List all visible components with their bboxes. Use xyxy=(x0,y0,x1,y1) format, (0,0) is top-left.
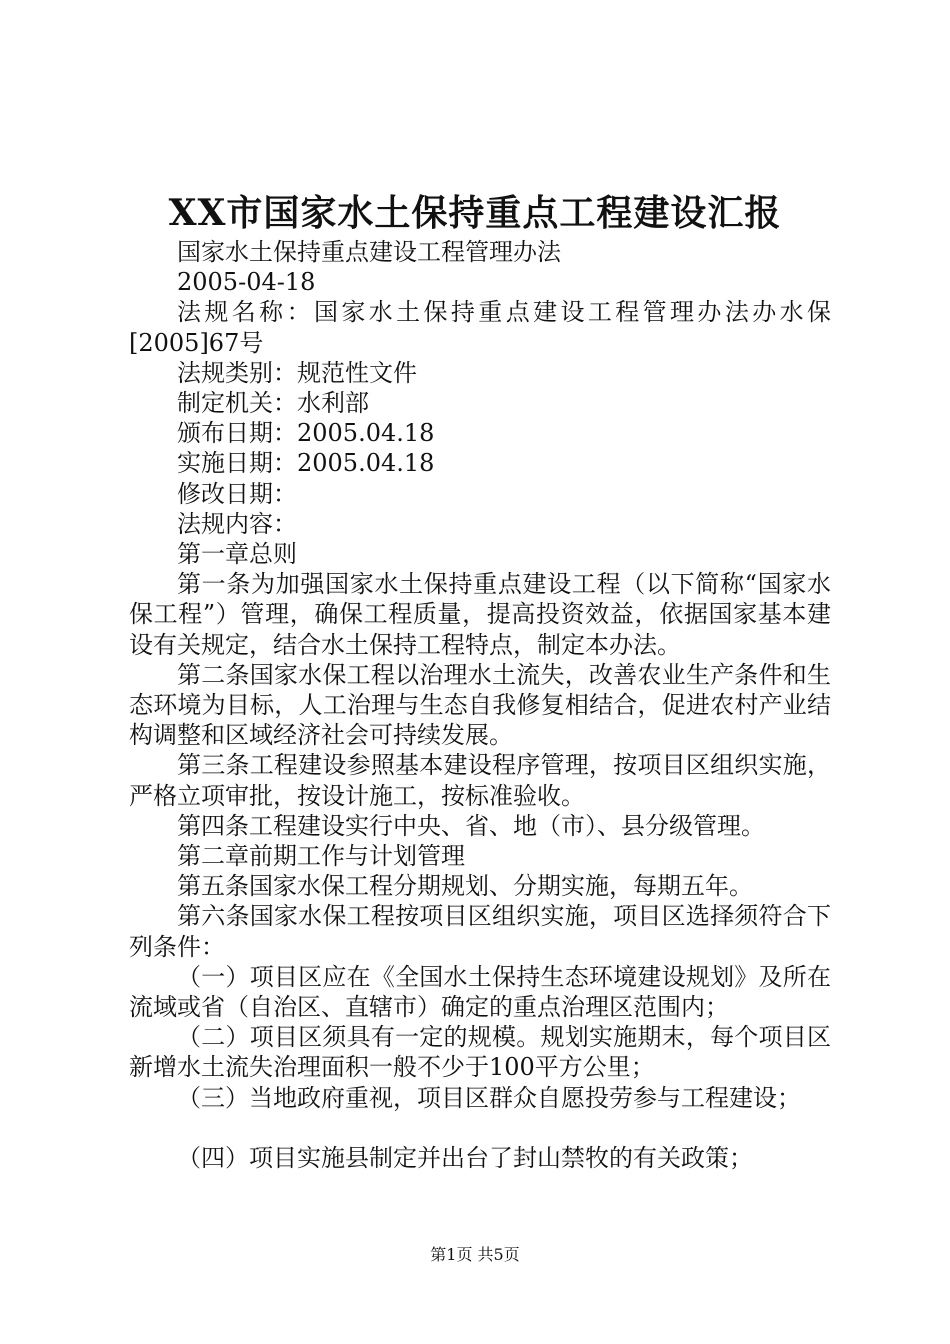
chapter-heading: 第一章总则 xyxy=(177,540,297,569)
paragraph: 修改日期： xyxy=(177,479,297,508)
document-title: XX市国家水土保持重点工程建设汇报 xyxy=(168,192,782,234)
paragraph: （一）项目区应在《全国水土保持生态环境建设规划》及所在流域或省（自治区、直辖市）确定的重点治理区范围内； xyxy=(129,962,831,1022)
paragraph: 第四条工程建设实行中央、省、地（市）、县分级管理。 xyxy=(177,811,765,840)
paragraph: 2005-04-18 xyxy=(177,268,316,297)
paragraph: （四）项目实施县制定并出台了封山禁牧的有关政策； xyxy=(177,1143,753,1172)
paragraph: 第五条国家水保工程分期规划、分期实施，每期五年。 xyxy=(177,872,753,901)
document-body xyxy=(129,237,831,1173)
paragraph: 法规名称：国家水土保持重点建设工程管理办法办水保[2005]67号 xyxy=(129,298,831,357)
paragraph: （二）项目区须具有一定的规模。规划实施期末，每个项目区新增水土流失治理面积一般不少于100平方公里； xyxy=(129,1023,831,1082)
paragraph: 颁布日期：2005.04.18 xyxy=(177,419,435,448)
paragraph: 第一条为加强国家水土保持重点建设工程（以下简称“国家水保工程”）管理，确保工程质量，提高投资效益，依据国家基本建设有关规定，结合水土保持工程特点，制定本办法。 xyxy=(129,570,831,659)
paragraph: 第二条国家水保工程以治理水土流失，改善农业生产条件和生态环境为目标，人工治理与生态自我修复相结合，促进农村产业结构调整和区域经济社会可持续发展。 xyxy=(129,660,831,750)
paragraph: 法规内容： xyxy=(177,509,297,538)
paragraph: 第三条工程建设参照基本建设程序管理，按项目区组织实施，严格立项审批，按设计施工，按标准验收。 xyxy=(129,751,831,810)
paragraph: 制定机关：水利部 xyxy=(177,389,369,418)
paragraph: 第六条国家水保工程按项目区组织实施，项目区选择须符合下列条件： xyxy=(129,902,831,961)
chapter-heading: 第二章前期工作与计划管理 xyxy=(177,842,465,871)
paragraph: 国家水土保持重点建设工程管理办法 xyxy=(177,238,561,266)
paragraph: （三）当地政府重视，项目区群众自愿投劳参与工程建设； xyxy=(177,1083,801,1112)
paragraph: 法规类别：规范性文件 xyxy=(177,358,417,387)
page-footer: 第1页 共5页 xyxy=(430,1245,520,1264)
paragraph: 实施日期：2005.04.18 xyxy=(177,449,435,478)
